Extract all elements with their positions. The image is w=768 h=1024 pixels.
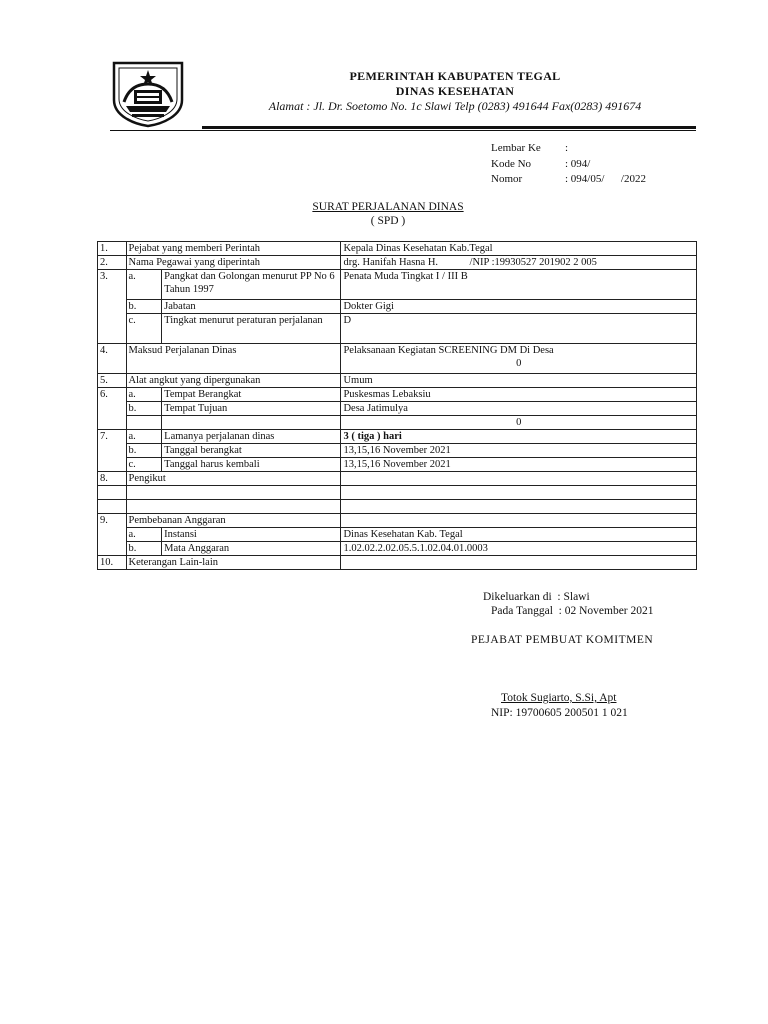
row-sub: a. <box>126 388 162 402</box>
row-number: 10. <box>98 556 127 570</box>
reference-row <box>491 141 646 157</box>
row-label: Tempat Tujuan <box>162 402 341 416</box>
row-value: Puskesmas Lebaksiu <box>341 388 697 402</box>
row-number <box>98 500 127 514</box>
header-rule-thick <box>202 126 696 129</box>
row-label: Pembebanan Anggaran <box>126 514 341 528</box>
table-row <box>98 256 697 270</box>
row-sub: b. <box>126 402 162 416</box>
row-sub: b. <box>126 542 162 556</box>
table-row <box>98 514 697 528</box>
row-sub <box>126 416 162 430</box>
table-row <box>98 314 697 344</box>
table-row <box>98 430 697 444</box>
row-sub: b. <box>126 300 162 314</box>
row-number: 8. <box>98 472 127 486</box>
row-value <box>341 344 697 374</box>
purpose-text: Pelaksanaan Kegiatan SCREENING DM Di Desa <box>343 345 554 356</box>
row-label: Instansi <box>162 528 341 542</box>
row-value <box>341 486 697 500</box>
reference-block <box>491 141 646 188</box>
header-agency: DINAS KESEHATAN <box>395 84 515 98</box>
row-value: 13,15,16 November 2021 <box>341 444 697 458</box>
row-label: Tingkat menurut peraturan perjalanan <box>162 314 341 344</box>
signatory-nip: NIP: 19700605 200501 1 021 <box>491 707 628 719</box>
table-row <box>98 344 697 374</box>
document-title: SURAT PERJALANAN DINAS <box>312 201 464 213</box>
row-label: Lamanya perjalanan dinas <box>162 430 341 444</box>
reference-label: Kode No <box>491 157 532 170</box>
row-label: Pejabat yang memberi Perintah <box>126 242 341 256</box>
row-value: Desa Jatimulya <box>341 402 697 416</box>
table-row <box>98 416 697 430</box>
spd-table <box>97 241 697 570</box>
header-government: PEMERINTAH KABUPATEN TEGAL <box>349 69 561 83</box>
row-number: 7. <box>98 430 127 472</box>
table-row <box>98 402 697 416</box>
row-value: Kepala Dinas Kesehatan Kab.Tegal <box>341 242 697 256</box>
row-sub: c. <box>126 458 162 472</box>
row-label: Tanggal berangkat <box>162 444 341 458</box>
row-label <box>126 500 341 514</box>
table-row <box>98 444 697 458</box>
reference-row <box>491 157 646 173</box>
table-row <box>98 472 697 486</box>
table-row <box>98 388 697 402</box>
reference-value: : <box>565 142 569 154</box>
table-row <box>98 500 697 514</box>
table-row <box>98 374 697 388</box>
row-number: 2. <box>98 256 127 270</box>
header-address: Alamat : Jl. Dr. Soetomo No. 1c Slawi Telp (0283) 491644 Fax(0283) 491674 <box>268 99 642 113</box>
table-row <box>98 486 697 500</box>
row-label: Maksud Perjalanan Dinas <box>126 344 341 374</box>
reference-label: Lembar Ke <box>491 142 541 154</box>
reference-label: Nomor <box>491 173 523 185</box>
row-value: 13,15,16 November 2021 <box>341 458 697 472</box>
row-value: Umum <box>341 374 697 388</box>
row-number: 5. <box>98 374 127 388</box>
issued-place: Dikeluarkan di : Slawi <box>483 591 590 603</box>
signatory-name: Totok Sugiarto, S.Si, Apt <box>501 692 617 704</box>
row-value <box>341 514 697 528</box>
row-value: 0 <box>341 416 697 430</box>
row-number: 9. <box>98 514 127 556</box>
row-number <box>98 486 127 500</box>
row-sub: a. <box>126 430 162 444</box>
row-number: 3. <box>98 270 127 344</box>
row-value <box>341 556 697 570</box>
table-row <box>98 528 697 542</box>
table-row <box>98 458 697 472</box>
row-label: Alat angkut yang dipergunakan <box>126 374 341 388</box>
row-label: Keterangan Lain-lain <box>126 556 341 570</box>
purpose-placeholder: 0 <box>516 358 522 369</box>
reference-value: : 094/05/ /2022 <box>565 173 646 185</box>
row-value: drg. Hanifah Hasna H. /NIP :19930527 201902 2 005 <box>341 256 697 270</box>
official-title: PEJABAT PEMBUAT KOMITMEN <box>471 634 654 646</box>
row-value: Penata Muda Tingkat I / III B <box>341 270 697 300</box>
row-value: 1.02.02.2.02.05.5.1.02.04.01.0003 <box>341 542 697 556</box>
row-label: Tempat Berangkat <box>162 388 341 402</box>
row-number: 1. <box>98 242 127 256</box>
row-number: 4. <box>98 344 127 374</box>
reference-row <box>491 172 646 188</box>
header-rule-thin <box>110 130 696 131</box>
row-sub: b. <box>126 444 162 458</box>
row-label: Pangkat dan Golongan menurut PP No 6 Tahun 1997 <box>162 270 341 300</box>
row-value: Dinas Kesehatan Kab. Tegal <box>341 528 697 542</box>
kabupaten-tegal-emblem-icon <box>110 60 186 128</box>
row-value: Dokter Gigi <box>341 300 697 314</box>
issued-date: Pada Tanggal : 02 November 2021 <box>491 605 654 617</box>
table-row <box>98 242 697 256</box>
row-label <box>162 416 341 430</box>
row-sub: a. <box>126 528 162 542</box>
table-row <box>98 270 697 300</box>
row-label: Jabatan <box>162 300 341 314</box>
row-label <box>126 486 341 500</box>
table-row <box>98 556 697 570</box>
table-row <box>98 542 697 556</box>
row-sub: c. <box>126 314 162 344</box>
row-number: 6. <box>98 388 127 430</box>
row-label: Nama Pegawai yang diperintah <box>126 256 341 270</box>
row-value: 3 ( tiga ) hari <box>341 430 697 444</box>
row-label: Tanggal harus kembali <box>162 458 341 472</box>
row-value <box>341 500 697 514</box>
row-value <box>341 472 697 486</box>
document-subtitle: ( SPD ) <box>370 215 406 227</box>
row-label: Mata Anggaran <box>162 542 341 556</box>
row-value: D <box>341 314 697 344</box>
table-row <box>98 300 697 314</box>
reference-value: : 094/ <box>565 157 591 170</box>
row-label: Pengikut <box>126 472 341 486</box>
row-sub: a. <box>126 270 162 300</box>
